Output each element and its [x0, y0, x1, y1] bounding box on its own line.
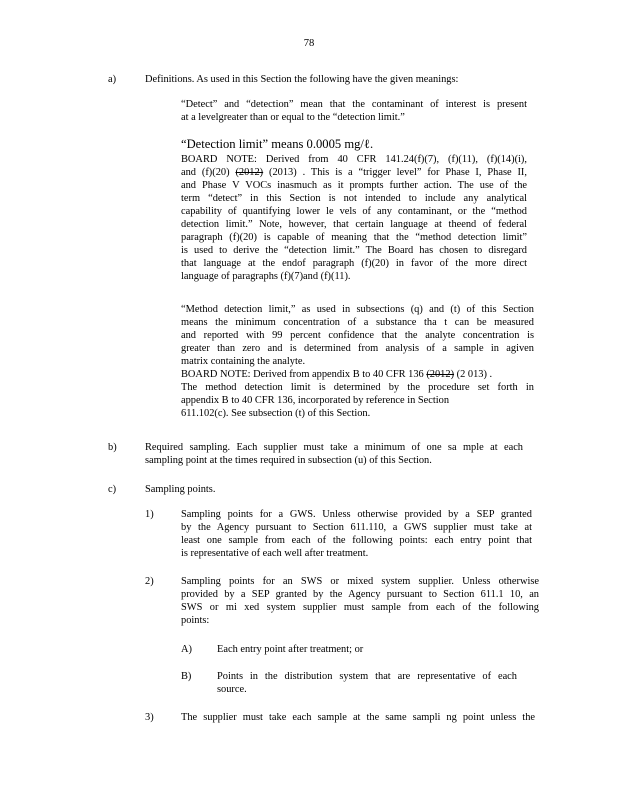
- detect-line: at a levelgreater than or equal to the “detection limit.”: [181, 112, 405, 123]
- item-1-line: by the Agency pursuant to Section 611.110, a GWS supplier must take at: [181, 522, 532, 533]
- section-a-label: a): [108, 74, 117, 85]
- item-2-line: points:: [181, 615, 210, 626]
- method-detection-line: matrix containing the analyte.: [181, 356, 306, 367]
- board-note-1-line: language of paragraphs (f)(7)and (f)(11).: [181, 271, 351, 282]
- board-note-1-line: and (f)(20) (2012) (2013) . This is a “trigger level” for Phase I, Phase II,: [181, 167, 527, 178]
- method-detection-line: 611.102(c). See subsection (t) of this Section.: [181, 408, 371, 419]
- detect-line: “Detect” and “detection” mean that the contaminant of interest is present: [181, 99, 527, 110]
- item-2-line: Sampling points for an SWS or mixed system supplier. Unless otherwise: [181, 576, 539, 587]
- board-note-1-line: that language at the endof paragraph (f)(20) in favor of the more direct: [181, 258, 527, 269]
- subitem-a-text: Each entry point after treatment; or: [217, 644, 364, 655]
- method-detection-line: means the minimum concentration of a substance tha t can be measured: [181, 317, 534, 328]
- section-b-label: b): [108, 442, 117, 453]
- board-note-1-line: BOARD NOTE: Derived from 40 CFR 141.24(f)(7), (f)(11), (f)(14)(i),: [181, 154, 527, 165]
- item-1-line: is representative of each well after treatment.: [181, 548, 369, 559]
- board-note-1-line: is used to derive the “detection limit.” The Board has chosen to disregard: [181, 245, 527, 256]
- item-1-line: least one sample from each of the following points: each entry point that: [181, 535, 532, 546]
- item-2-line: provided by a SEP granted by the Agency pursuant to Section 611.1 10, an: [181, 589, 539, 600]
- section-b-line: Required sampling. Each supplier must take a minimum of one sa mple at each: [145, 442, 523, 453]
- struck-citation-year: (2012): [235, 167, 264, 178]
- subitem-b-line: Points in the distribution system that are representative of each: [217, 671, 517, 682]
- section-b-text: [145, 441, 523, 467]
- section-a-heading: Definitions. As used in this Section the following have the given meanings:: [145, 74, 459, 85]
- board-note-1-line: term “detect” in this Section is not intended to include any analytical: [181, 193, 527, 204]
- page-number: 78: [303, 38, 315, 49]
- item-1-text: [181, 508, 532, 560]
- method-detection-line: appendix B to 40 CFR 136, incorporated by reference in Section: [181, 395, 450, 406]
- subitem-a-label: A): [181, 644, 192, 655]
- section-b-line: sampling point at the times required in subsection (u) of this Section.: [145, 455, 432, 466]
- method-detection-definition: [181, 303, 534, 420]
- board-note-1-line: paragraph (f)(20) is capable of meaning that the “method detection limit”: [181, 232, 527, 243]
- item-3-label: 3): [145, 712, 154, 723]
- method-detection-line: and reported with 99 percent confidence that the analyte concentration is: [181, 330, 534, 341]
- method-detection-line: greater than zero and is determined from analysis of a sample in agiven: [181, 343, 534, 354]
- board-note-1-line: detection limit.” Note, however, that certain language at theend of federal: [181, 219, 527, 230]
- method-detection-line: “Method detection limit,” as used in subsections (q) and (t) of this Section: [181, 304, 534, 315]
- subitem-b-text: [217, 670, 517, 696]
- method-detection-line: The method detection limit is determined by the procedure set forth in: [181, 382, 534, 393]
- item-1-label: 1): [145, 509, 154, 520]
- item-2-text: [181, 575, 539, 627]
- item-2-label: 2): [145, 576, 154, 587]
- method-detection-line: BOARD NOTE: Derived from appendix B to 40 CFR 136 (2012) (2 013) .: [181, 369, 493, 380]
- detect-definition: [181, 98, 527, 124]
- section-c-heading: Sampling points.: [145, 484, 216, 495]
- board-note-1-line: and Phase V VOCs inasmuch as it prompts further action. The use of the: [181, 180, 527, 191]
- item-1-line: Sampling points for a GWS. Unless otherwise provided by a SEP granted: [181, 509, 532, 520]
- struck-citation-year: (2012): [426, 369, 455, 380]
- board-note-1: [181, 153, 527, 283]
- detection-limit-title: “Detection limit” means 0.0005 mg/ℓ.: [181, 137, 374, 151]
- subitem-b-line: source.: [217, 684, 247, 695]
- board-note-1-line: capability of quantifying lower le vels of any contaminant, or the “method: [181, 206, 527, 217]
- item-2-line: SWS or mi xed system supplier must sample from each of the following: [181, 602, 539, 613]
- item-3-line: The supplier must take each sample at the same sampli ng point unless the: [181, 712, 535, 723]
- section-c-label: c): [108, 484, 117, 495]
- item-3-text: [181, 711, 535, 724]
- subitem-b-label: B): [181, 671, 192, 682]
